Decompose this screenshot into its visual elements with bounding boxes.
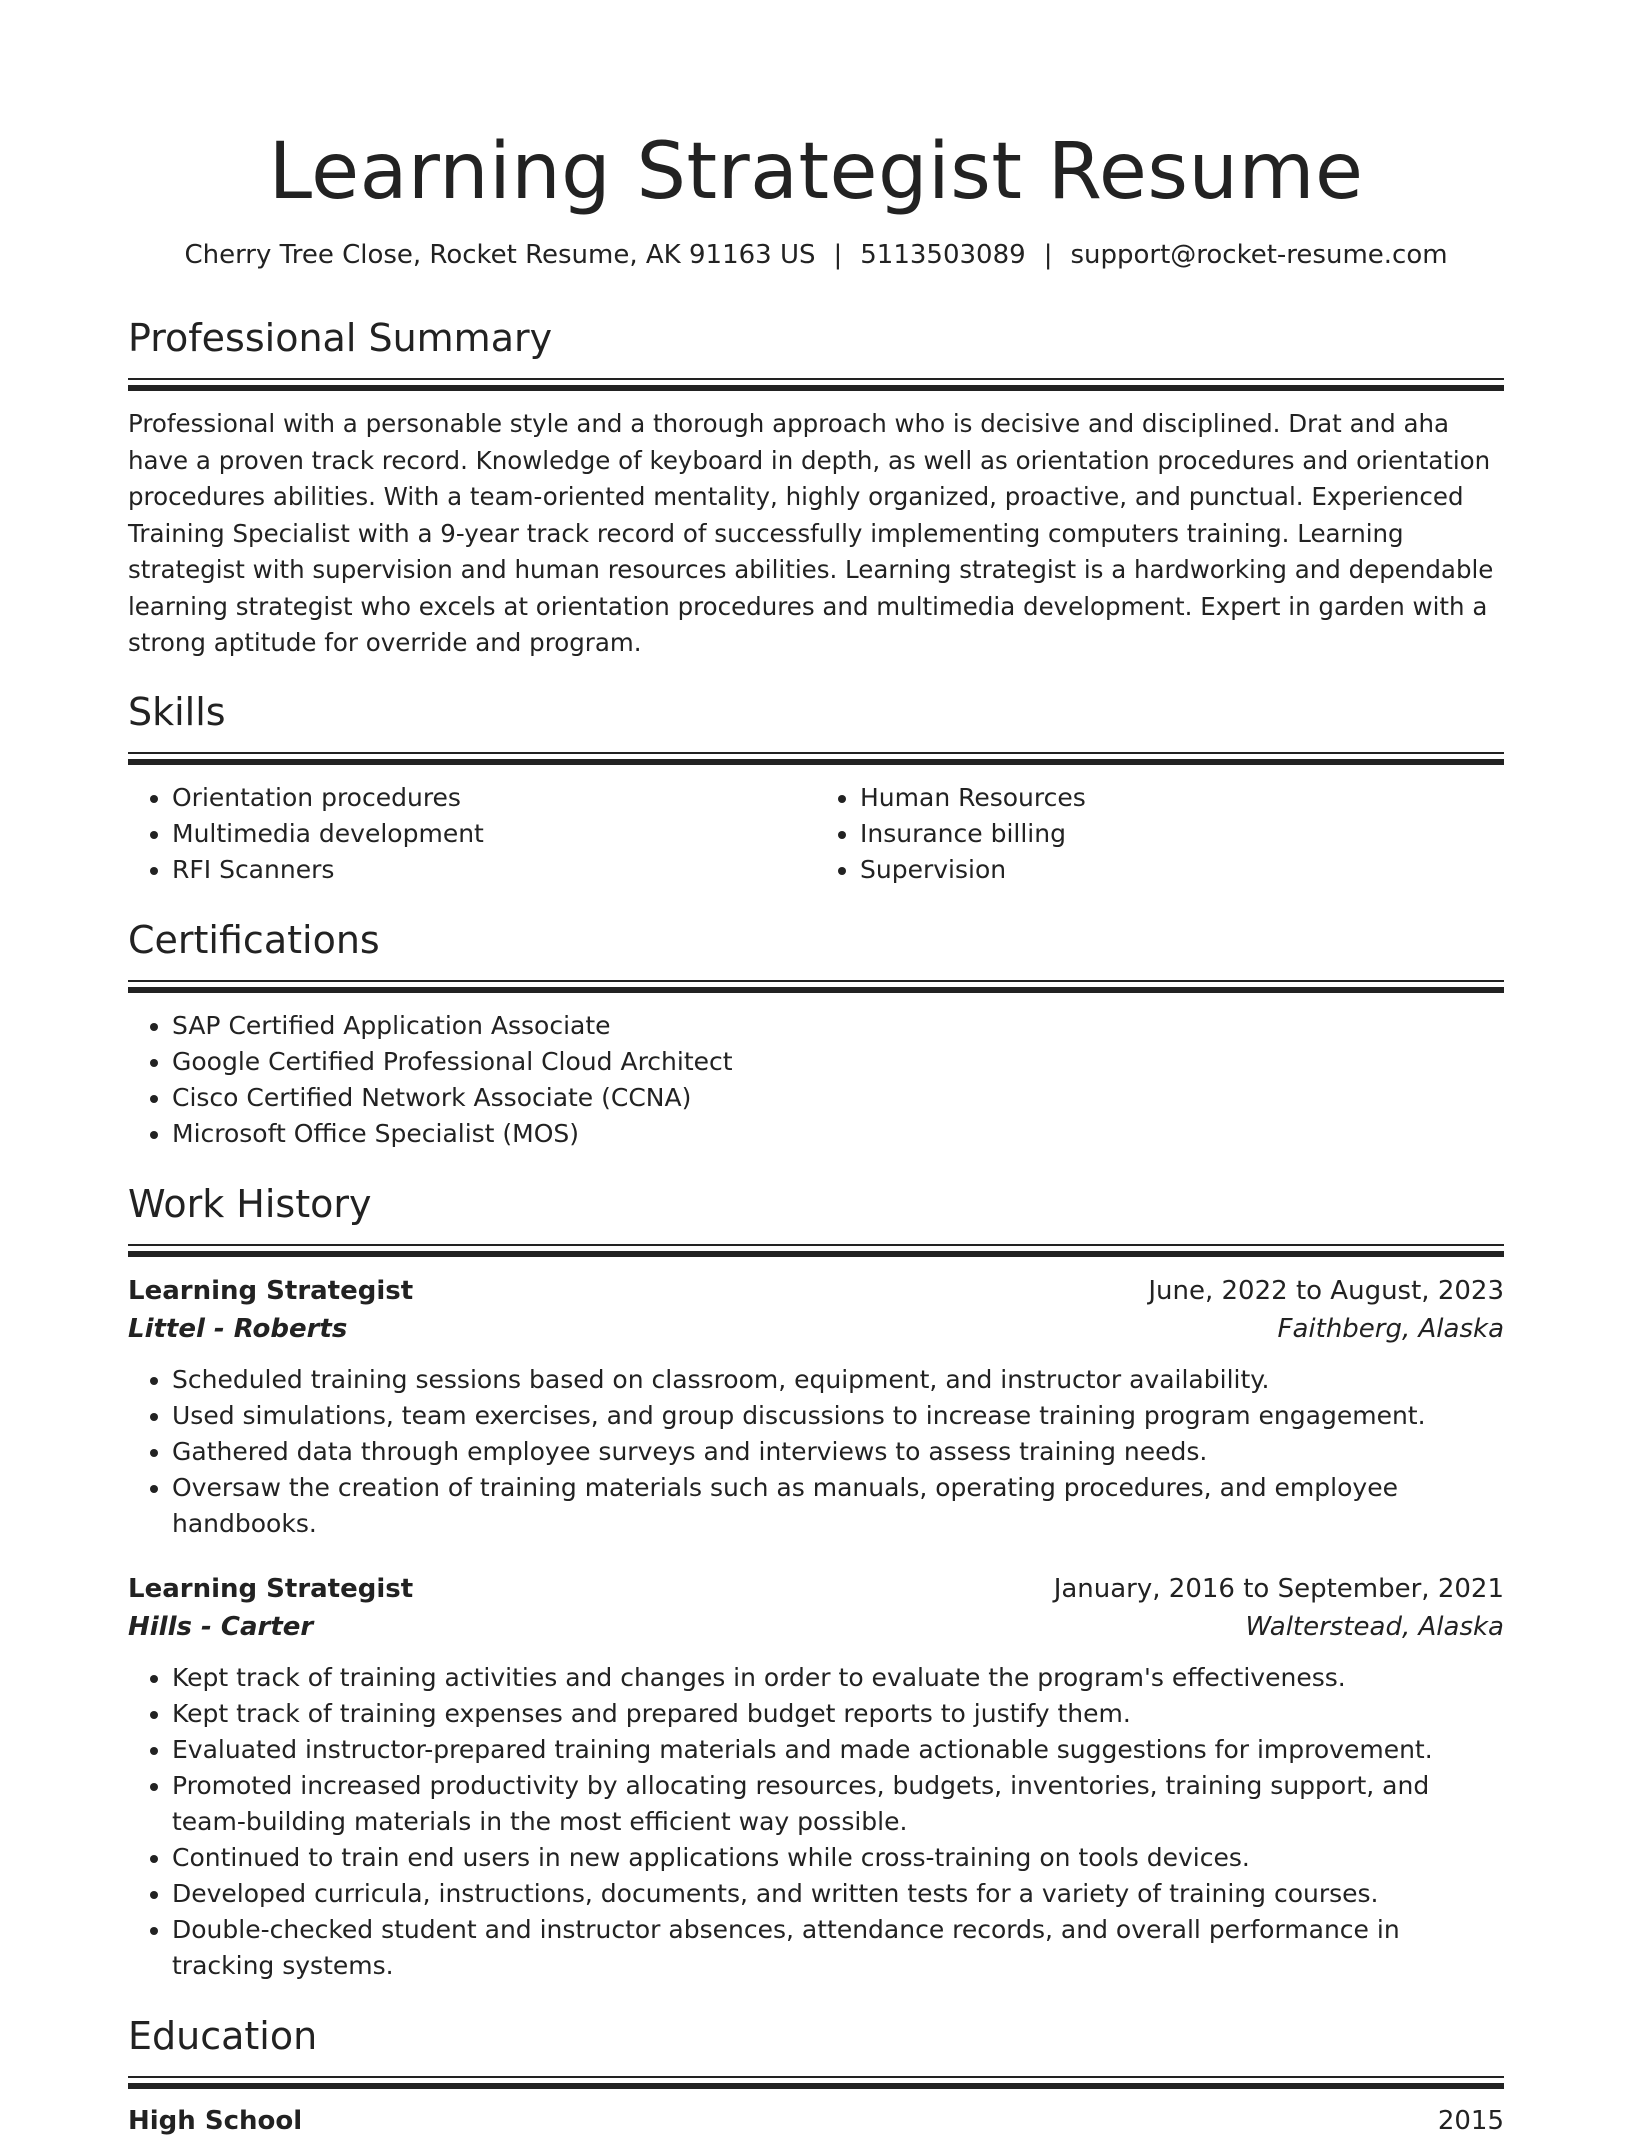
education-heading: Education <box>128 2013 318 2058</box>
skill-item: • Supervision <box>860 852 1504 888</box>
job-bullet: • Kept track of training activities and changes in order to evaluate the program's effectiveness. <box>172 1660 1504 1696</box>
education-section <box>128 2012 1504 2140</box>
job-company: Hills - Carter <box>128 1611 314 1642</box>
work-history-heading: Work History <box>128 1181 372 1226</box>
certifications-list <box>128 1008 1504 1152</box>
certification-item: • Microsoft Office Specialist (MOS) <box>172 1116 1504 1152</box>
job-title: Learning Strategist <box>128 1573 414 1604</box>
certifications-heading: Certifications <box>128 917 380 962</box>
job-bullet: • Evaluated instructor-prepared training materials and made actionable suggestions for improvement. <box>172 1732 1504 1768</box>
resume-title: Learning Strategist Resume <box>268 127 1364 217</box>
section-divider <box>128 378 1504 392</box>
skills-grid <box>128 780 1504 888</box>
contact-separator: | <box>1043 240 1053 270</box>
job-company: Littel - Roberts <box>128 1313 348 1344</box>
contact-email: support@rocket-resume.com <box>1070 240 1448 270</box>
skill-item: • Insurance billing <box>860 816 1504 852</box>
job-bullet: • Used simulations, team exercises, and group discussions to increase training program engagement. <box>172 1398 1504 1434</box>
skill-item: • RFI Scanners <box>172 852 816 888</box>
section-divider <box>128 2076 1504 2090</box>
skills-section <box>128 688 1504 888</box>
certification-item: • Cisco Certified Network Associate (CCNA) <box>172 1080 1504 1116</box>
job-bullet: • Kept track of training expenses and prepared budget reports to justify them. <box>172 1696 1504 1732</box>
skill-item: • Human Resources <box>860 780 1504 816</box>
job-dates: June, 2022 to August, 2023 <box>1148 1275 1504 1306</box>
job-bullet: • Oversaw the creation of training materials such as manuals, operating procedures, and employee handbooks. <box>172 1470 1504 1542</box>
education-entry <box>128 2102 1504 2140</box>
skill-item: • Multimedia development <box>172 816 816 852</box>
job-bullet: • Promoted increased productivity by allocating resources, budgets, inventories, training support, and team-building materials in the most efficient way possible. <box>172 1768 1504 1840</box>
skills-list-left <box>128 780 816 888</box>
job-bullets <box>128 1362 1504 1542</box>
summary-text: Professional with a personable style and a thorough approach who is decisive and disciplined. Drat and aha have a proven track record. Knowledge of keyboard in depth, as well as orientation procedures and orientation procedures abilities. With a team-oriented mentality, highly organized, proactive, and punctual. Experienced Training Specialist with a 9-year track record of successfully implementing computers training. Learning strategist with supervision and human resources abilities. Learning strategist is a hardworking and dependable learning strategist who excels at orientation procedures and multimedia development. Expert in garden with a strong aptitude for override and program. <box>128 409 1494 657</box>
contact-separator: | <box>833 240 843 270</box>
job-subheader <box>128 1310 1504 1348</box>
job-dates: January, 2016 to September, 2021 <box>1053 1573 1504 1604</box>
job-header <box>128 1570 1504 1608</box>
job-bullet: • Developed curricula, instructions, documents, and written tests for a variety of training courses. <box>172 1876 1504 1912</box>
contact-phone: 5113503089 <box>860 240 1026 270</box>
certifications-section <box>128 916 1504 1152</box>
education-school: High School <box>128 2105 303 2136</box>
job-bullet: • Continued to train end users in new applications while cross-training on tools devices. <box>172 1840 1504 1876</box>
summary-heading: Professional Summary <box>128 316 553 360</box>
job-subheader <box>128 1608 1504 1646</box>
job-bullet: • Scheduled training sessions based on classroom, equipment, and instructor availability. <box>172 1362 1504 1398</box>
job-header <box>128 1272 1504 1310</box>
skills-heading: Skills <box>128 689 226 734</box>
education-year: 2015 <box>1437 2105 1504 2136</box>
contact-line <box>128 238 1504 272</box>
job-bullets <box>128 1660 1504 1984</box>
certification-item: • SAP Certified Application Associate <box>172 1008 1504 1044</box>
section-divider <box>128 980 1504 994</box>
job-entry <box>128 1570 1504 1984</box>
contact-address: Cherry Tree Close, Rocket Resume, AK 91163 US <box>184 240 816 270</box>
skills-list-right <box>816 780 1504 888</box>
job-bullet: • Double-checked student and instructor absences, attendance records, and overall performance in tracking systems. <box>172 1912 1504 1984</box>
section-divider <box>128 752 1504 766</box>
section-divider <box>128 1244 1504 1258</box>
certification-item: • Google Certified Professional Cloud Architect <box>172 1044 1504 1080</box>
job-location: Faithberg, Alaska <box>1277 1313 1504 1344</box>
skill-item: • Orientation procedures <box>172 780 816 816</box>
job-entry <box>128 1272 1504 1542</box>
job-bullet: • Gathered data through employee surveys and interviews to assess training needs. <box>172 1434 1504 1470</box>
work-history-section <box>128 1180 1504 1984</box>
job-location: Walterstead, Alaska <box>1245 1611 1504 1642</box>
job-title: Learning Strategist <box>128 1275 414 1306</box>
summary-section <box>128 314 1504 662</box>
